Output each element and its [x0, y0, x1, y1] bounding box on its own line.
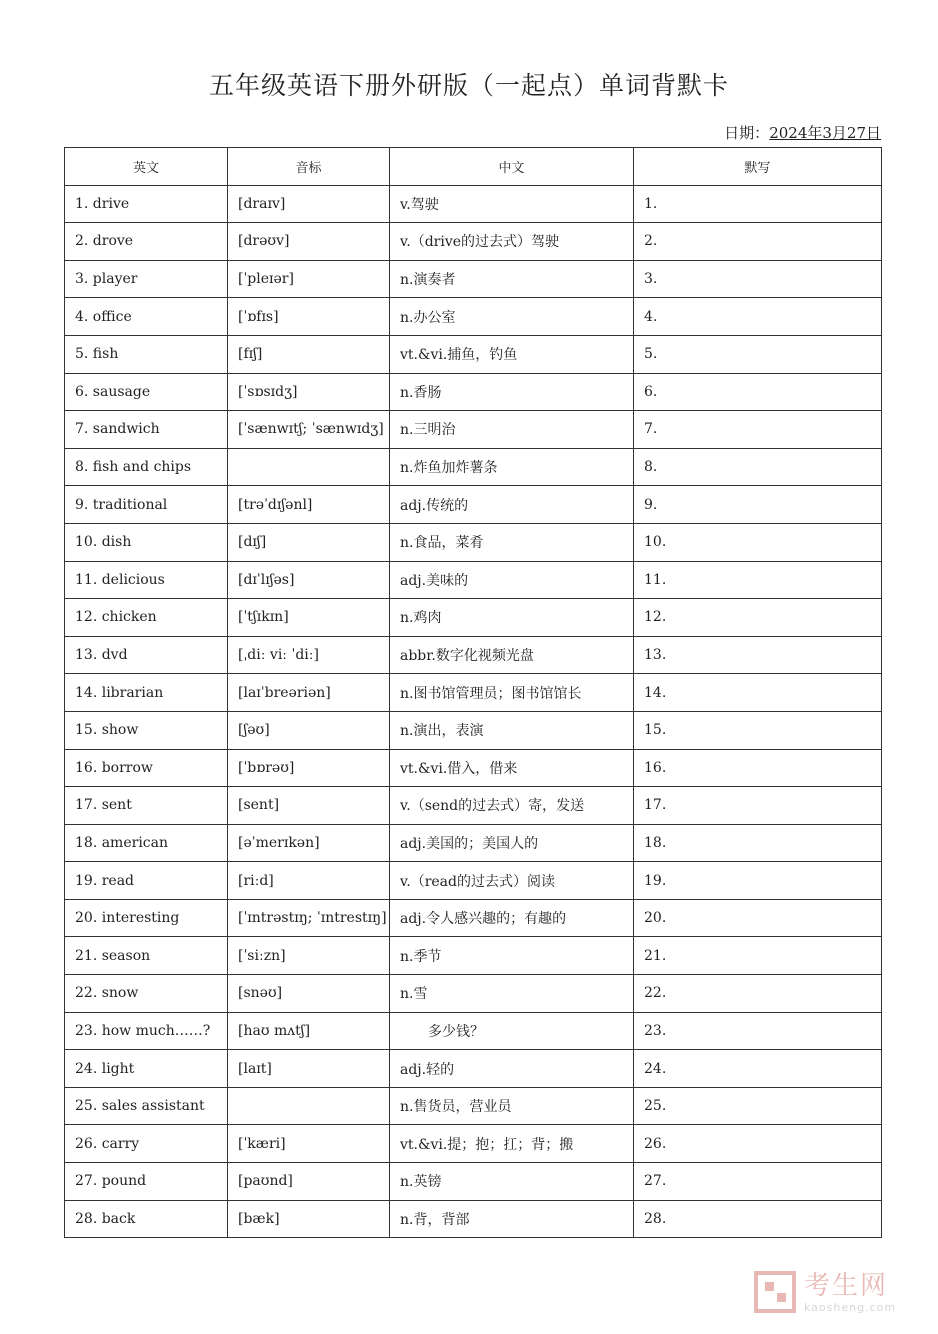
watermark	[752, 1266, 922, 1318]
meaning-cell: n.演奏者	[390, 260, 634, 298]
dictation-cell: 5.	[634, 335, 882, 373]
table-row	[65, 1200, 882, 1238]
phonetic-cell: [ˈsiːzn]	[228, 937, 390, 975]
dictation-cell: 2.	[634, 223, 882, 261]
table-row	[65, 787, 882, 825]
word-cell: 20. interesting	[65, 899, 228, 937]
meaning-cell: v.（send的过去式）寄，发送	[390, 787, 634, 825]
table-row	[65, 862, 882, 900]
word-cell: 17. sent	[65, 787, 228, 825]
dictation-cell: 23.	[634, 1012, 882, 1050]
word-cell: 4. office	[65, 298, 228, 336]
table-row	[65, 523, 882, 561]
dictation-cell: 14.	[634, 674, 882, 712]
word-cell: 24. light	[65, 1050, 228, 1088]
kaosheng-logo-icon	[752, 1269, 798, 1315]
table-row	[65, 636, 882, 674]
phonetic-cell: [haʊ mʌtʃ]	[228, 1012, 390, 1050]
dictation-cell: 4.	[634, 298, 882, 336]
dictation-cell: 11.	[634, 561, 882, 599]
phonetic-cell: [bæk]	[228, 1200, 390, 1238]
table-row	[65, 335, 882, 373]
word-cell: 13. dvd	[65, 636, 228, 674]
phonetic-cell	[228, 448, 390, 486]
vocabulary-table	[64, 147, 882, 1238]
phonetic-cell: [fɪʃ]	[228, 335, 390, 373]
meaning-cell: vt.&vi.提；抱；扛；背；搬	[390, 1125, 634, 1163]
dictation-cell: 1.	[634, 185, 882, 223]
word-cell: 2. drove	[65, 223, 228, 261]
word-cell: 12. chicken	[65, 599, 228, 637]
dictation-cell: 15.	[634, 711, 882, 749]
table-row	[65, 260, 882, 298]
phonetic-cell: [ˈɪntrəstɪŋ; ˈɪntrestɪŋ]	[228, 899, 390, 937]
word-cell: 19. read	[65, 862, 228, 900]
table-row	[65, 223, 882, 261]
meaning-cell: n.三明治	[390, 411, 634, 449]
meaning-cell: n.香肠	[390, 373, 634, 411]
table-header-row	[65, 148, 882, 186]
phonetic-cell: [dɪˈlɪʃəs]	[228, 561, 390, 599]
dictation-cell: 18.	[634, 824, 882, 862]
phonetic-cell: [ˈtʃɪkɪn]	[228, 599, 390, 637]
phonetic-cell: [dɪʃ]	[228, 523, 390, 561]
dictation-cell: 26.	[634, 1125, 882, 1163]
header-english: 英文	[65, 148, 228, 186]
meaning-cell: v.（read的过去式）阅读	[390, 862, 634, 900]
word-cell: 3. player	[65, 260, 228, 298]
meaning-cell: vt.&vi.捕鱼，钓鱼	[390, 335, 634, 373]
word-cell: 27. pound	[65, 1163, 228, 1201]
dictation-cell: 17.	[634, 787, 882, 825]
table-row	[65, 711, 882, 749]
meaning-cell: n.演出，表演	[390, 711, 634, 749]
watermark-name: 考生网	[804, 1270, 889, 1301]
meaning-cell: 多少钱？	[390, 1012, 634, 1050]
meaning-cell: v.驾驶	[390, 185, 634, 223]
meaning-cell: n.英镑	[390, 1163, 634, 1201]
word-cell: 15. show	[65, 711, 228, 749]
table-row	[65, 899, 882, 937]
meaning-cell: n.办公室	[390, 298, 634, 336]
word-cell: 18. american	[65, 824, 228, 862]
word-cell: 9. traditional	[65, 486, 228, 524]
word-cell: 16. borrow	[65, 749, 228, 787]
phonetic-cell	[228, 1087, 390, 1125]
dictation-cell: 16.	[634, 749, 882, 787]
word-cell: 1. drive	[65, 185, 228, 223]
meaning-cell: n.背，背部	[390, 1200, 634, 1238]
dictation-cell: 8.	[634, 448, 882, 486]
phonetic-cell: [snəʊ]	[228, 975, 390, 1013]
dictation-cell: 13.	[634, 636, 882, 674]
watermark-domain: kaosheng.com	[804, 1300, 897, 1314]
word-cell: 26. carry	[65, 1125, 228, 1163]
phonetic-cell: [ˈkæri]	[228, 1125, 390, 1163]
table-row	[65, 975, 882, 1013]
table-row	[65, 674, 882, 712]
meaning-cell: n.炸鱼加炸薯条	[390, 448, 634, 486]
table-row	[65, 1050, 882, 1088]
table-row	[65, 561, 882, 599]
table-row	[65, 448, 882, 486]
dictation-cell: 21.	[634, 937, 882, 975]
phonetic-cell: [ˈsænwɪtʃ; ˈsænwɪdʒ]	[228, 411, 390, 449]
meaning-cell: n.售货员，营业员	[390, 1087, 634, 1125]
word-cell: 10. dish	[65, 523, 228, 561]
word-cell: 7. sandwich	[65, 411, 228, 449]
phonetic-cell: [draɪv]	[228, 185, 390, 223]
dictation-cell: 28.	[634, 1200, 882, 1238]
meaning-cell: adj.令人感兴趣的；有趣的	[390, 899, 634, 937]
word-cell: 6. sausage	[65, 373, 228, 411]
table-row	[65, 185, 882, 223]
dictation-cell: 6.	[634, 373, 882, 411]
phonetic-cell: [ˌdiː viː ˈdiː]	[228, 636, 390, 674]
dictation-cell: 3.	[634, 260, 882, 298]
meaning-cell: abbr.数字化视频光盘	[390, 636, 634, 674]
table-row	[65, 411, 882, 449]
table-row	[65, 1125, 882, 1163]
table-row	[65, 298, 882, 336]
table-row	[65, 937, 882, 975]
meaning-cell: adj.轻的	[390, 1050, 634, 1088]
word-cell: 22. snow	[65, 975, 228, 1013]
table-row	[65, 599, 882, 637]
dictation-cell: 25.	[634, 1087, 882, 1125]
phonetic-cell: [laɪˈbreəriən]	[228, 674, 390, 712]
word-cell: 21. season	[65, 937, 228, 975]
meaning-cell: n.食品，菜肴	[390, 523, 634, 561]
meaning-cell: adj.美味的	[390, 561, 634, 599]
table-row	[65, 749, 882, 787]
dictation-cell: 22.	[634, 975, 882, 1013]
dictation-cell: 10.	[634, 523, 882, 561]
word-cell: 8. fish and chips	[65, 448, 228, 486]
dictation-cell: 19.	[634, 862, 882, 900]
dictation-cell: 9.	[634, 486, 882, 524]
date-line	[724, 122, 881, 143]
date-label: 日期：	[724, 124, 770, 142]
phonetic-cell: [əˈmerɪkən]	[228, 824, 390, 862]
word-cell: 25. sales assistant	[65, 1087, 228, 1125]
phonetic-cell: [ˈsɒsɪdʒ]	[228, 373, 390, 411]
meaning-cell: adj.美国的；美国人的	[390, 824, 634, 862]
word-cell: 14. librarian	[65, 674, 228, 712]
phonetic-cell: [paʊnd]	[228, 1163, 390, 1201]
table-row	[65, 824, 882, 862]
phonetic-cell: [sent]	[228, 787, 390, 825]
meaning-cell: n.季节	[390, 937, 634, 975]
meaning-cell: vt.&vi.借入，借来	[390, 749, 634, 787]
word-cell: 11. delicious	[65, 561, 228, 599]
table-row	[65, 486, 882, 524]
meaning-cell: n.图书馆管理员；图书馆馆长	[390, 674, 634, 712]
dictation-cell: 27.	[634, 1163, 882, 1201]
word-cell: 23. how much……?	[65, 1012, 228, 1050]
date-value: 2024年3月27日	[769, 124, 881, 142]
table-row	[65, 373, 882, 411]
header-dictation: 默写	[634, 148, 882, 186]
meaning-cell: v.（drive的过去式）驾驶	[390, 223, 634, 261]
phonetic-cell: [laɪt]	[228, 1050, 390, 1088]
meaning-cell: n.雪	[390, 975, 634, 1013]
phonetic-cell: [ˈɒfɪs]	[228, 298, 390, 336]
phonetic-cell: [ˈpleɪər]	[228, 260, 390, 298]
header-chinese: 中文	[390, 148, 634, 186]
phonetic-cell: [riːd]	[228, 862, 390, 900]
phonetic-cell: [drəʊv]	[228, 223, 390, 261]
meaning-cell: adj.传统的	[390, 486, 634, 524]
dictation-cell: 12.	[634, 599, 882, 637]
table-row	[65, 1163, 882, 1201]
meaning-cell: n.鸡肉	[390, 599, 634, 637]
page-title: 五年级英语下册外研版（一起点）单词背默卡	[208, 71, 729, 100]
word-cell: 28. back	[65, 1200, 228, 1238]
dictation-cell: 20.	[634, 899, 882, 937]
table-row	[65, 1087, 882, 1125]
dictation-cell: 24.	[634, 1050, 882, 1088]
phonetic-cell: [ˈbɒrəʊ]	[228, 749, 390, 787]
dictation-cell: 7.	[634, 411, 882, 449]
header-phonetic: 音标	[228, 148, 390, 186]
phonetic-cell: [trəˈdɪʃənl]	[228, 486, 390, 524]
phonetic-cell: [ʃəʊ]	[228, 711, 390, 749]
table-row	[65, 1012, 882, 1050]
word-cell: 5. fish	[65, 335, 228, 373]
